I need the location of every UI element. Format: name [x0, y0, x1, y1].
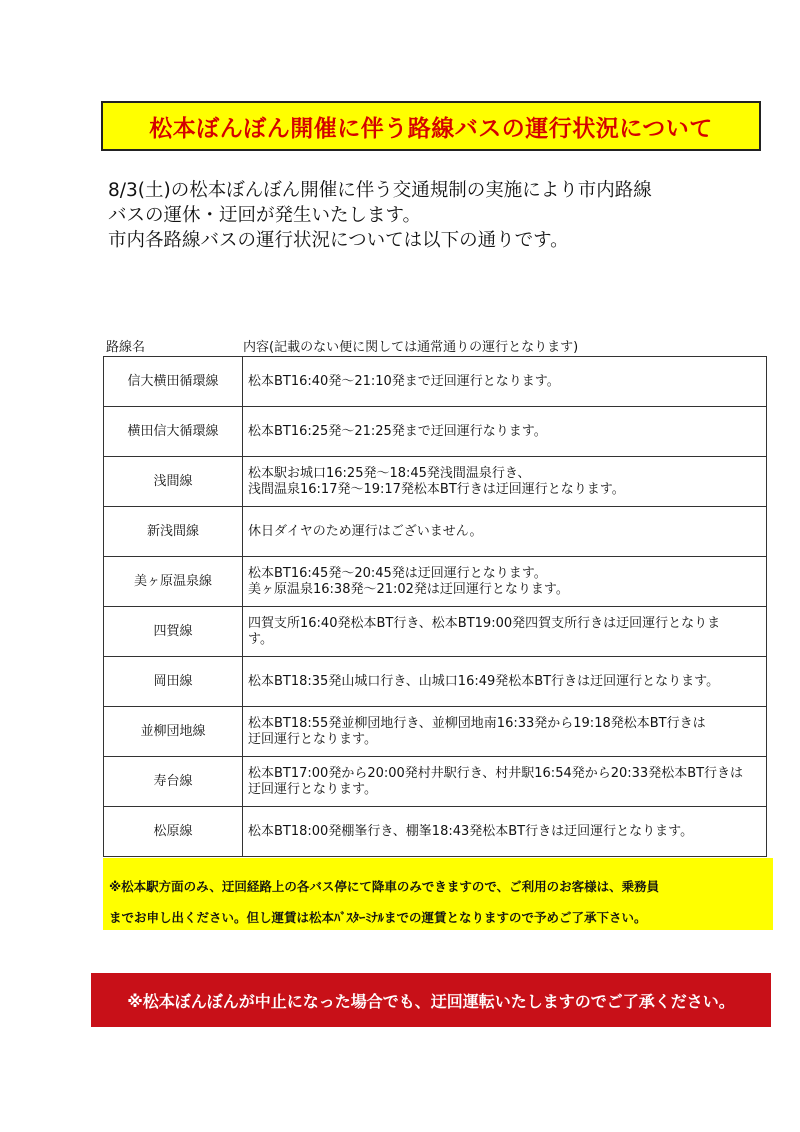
route-name-cell: 浅間線	[104, 457, 243, 507]
description-line: 松本BT17:00発から20:00発村井駅行き、村井駅16:54発から20:33発松本BT行きは	[248, 765, 744, 781]
route-description-cell	[243, 707, 767, 757]
route-description-cell	[243, 757, 767, 807]
intro-line: 市内各路線バスの運行状況については以下の通りです。	[108, 230, 569, 251]
table-row	[104, 407, 767, 457]
table-row	[104, 557, 767, 607]
description-line: 松本BT16:25発～21:25発まで迂回運行なります。	[248, 423, 547, 439]
route-name-cell: 松原線	[104, 807, 243, 857]
table-row	[104, 707, 767, 757]
description-line: 松本BT16:40発～21:10発まで迂回運行となります。	[248, 373, 560, 389]
description-line: 四賀支所16:40発松本BT行き、松本BT19:00発四賀支所行きは迂回運行となりま	[248, 615, 721, 631]
route-status-table	[103, 356, 767, 857]
route-name-cell: 並柳団地線	[104, 707, 243, 757]
notice-line: までお申し出ください。但し運賃は松本ﾊﾞｽﾀｰﾐﾅﾙまでの運賃となりますので予めご了承下さい。	[109, 910, 647, 925]
table-header-row	[103, 337, 767, 355]
route-name-cell: 美ヶ原温泉線	[104, 557, 243, 607]
description-line: 松本BT18:55発並柳団地行き、並柳団地南16:33発から19:18発松本BT行きは	[248, 715, 706, 731]
route-description-cell	[243, 357, 767, 407]
description-line: 松本BT16:45発～20:45発は迂回運行となります。	[248, 565, 547, 581]
alighting-notice	[103, 858, 773, 930]
cancellation-notice: ※松本ぼんぼんが中止になった場合でも、迂回運転いたしますのでご了承ください。	[91, 973, 771, 1027]
table-row	[104, 757, 767, 807]
route-name-cell: 新浅間線	[104, 507, 243, 557]
table-row	[104, 457, 767, 507]
description-line: 松本BT18:35発山城口行き、山城口16:49発松本BT行きは迂回運行となります。	[248, 673, 720, 689]
route-description-cell	[243, 657, 767, 707]
content-column-header: 内容(記載のない便に関しては通常通りの運行となります)	[243, 340, 579, 355]
description-line: 迂回運行となります。	[248, 731, 377, 747]
route-description-cell	[243, 557, 767, 607]
route-name-cell: 横田信大循環線	[104, 407, 243, 457]
description-line: 迂回運行となります。	[248, 781, 377, 797]
route-name-cell: 信大横田循環線	[104, 357, 243, 407]
description-line: 松本駅お城口16:25発～18:45発浅間温泉行き、	[248, 465, 531, 481]
route-description-cell	[243, 457, 767, 507]
route-status-table-section	[103, 337, 767, 857]
route-name-cell: 四賀線	[104, 607, 243, 657]
route-description-cell	[243, 507, 767, 557]
table-row	[104, 607, 767, 657]
route-name-cell: 寿台線	[104, 757, 243, 807]
intro-line: 8/3(土)の松本ぼんぼん開催に伴う交通規制の実施により市内路線	[108, 180, 652, 201]
description-line: 松本BT18:00発棚峯行き、棚峯18:43発松本BT行きは迂回運行となります。	[248, 823, 694, 839]
intro-line: バスの運休・迂回が発生いたします。	[108, 205, 422, 226]
intro-paragraph	[108, 178, 758, 253]
title-banner	[101, 101, 761, 151]
route-description-cell	[243, 607, 767, 657]
route-column-header: 路線名	[106, 340, 146, 355]
route-description-cell	[243, 807, 767, 857]
route-description-cell	[243, 407, 767, 457]
table-row	[104, 657, 767, 707]
description-line: す。	[248, 631, 273, 647]
notice-line: ※松本駅方面のみ、迂回経路上の各バス停にて降車のみできますので、ご利用のお客様は、乗務員	[109, 879, 660, 894]
table-row	[104, 357, 767, 407]
route-name-cell: 岡田線	[104, 657, 243, 707]
description-line: 休日ダイヤのため運行はございません。	[248, 523, 483, 539]
description-line: 浅間温泉16:17発～19:17発松本BT行きは迂回運行となります。	[248, 481, 625, 497]
table-row	[104, 507, 767, 557]
description-line: 美ヶ原温泉16:38発～21:02発は迂回運行となります。	[248, 581, 569, 597]
table-row	[104, 807, 767, 857]
page-title: 松本ぼんぼん開催に伴う路線バスの運行状況について	[149, 115, 713, 142]
